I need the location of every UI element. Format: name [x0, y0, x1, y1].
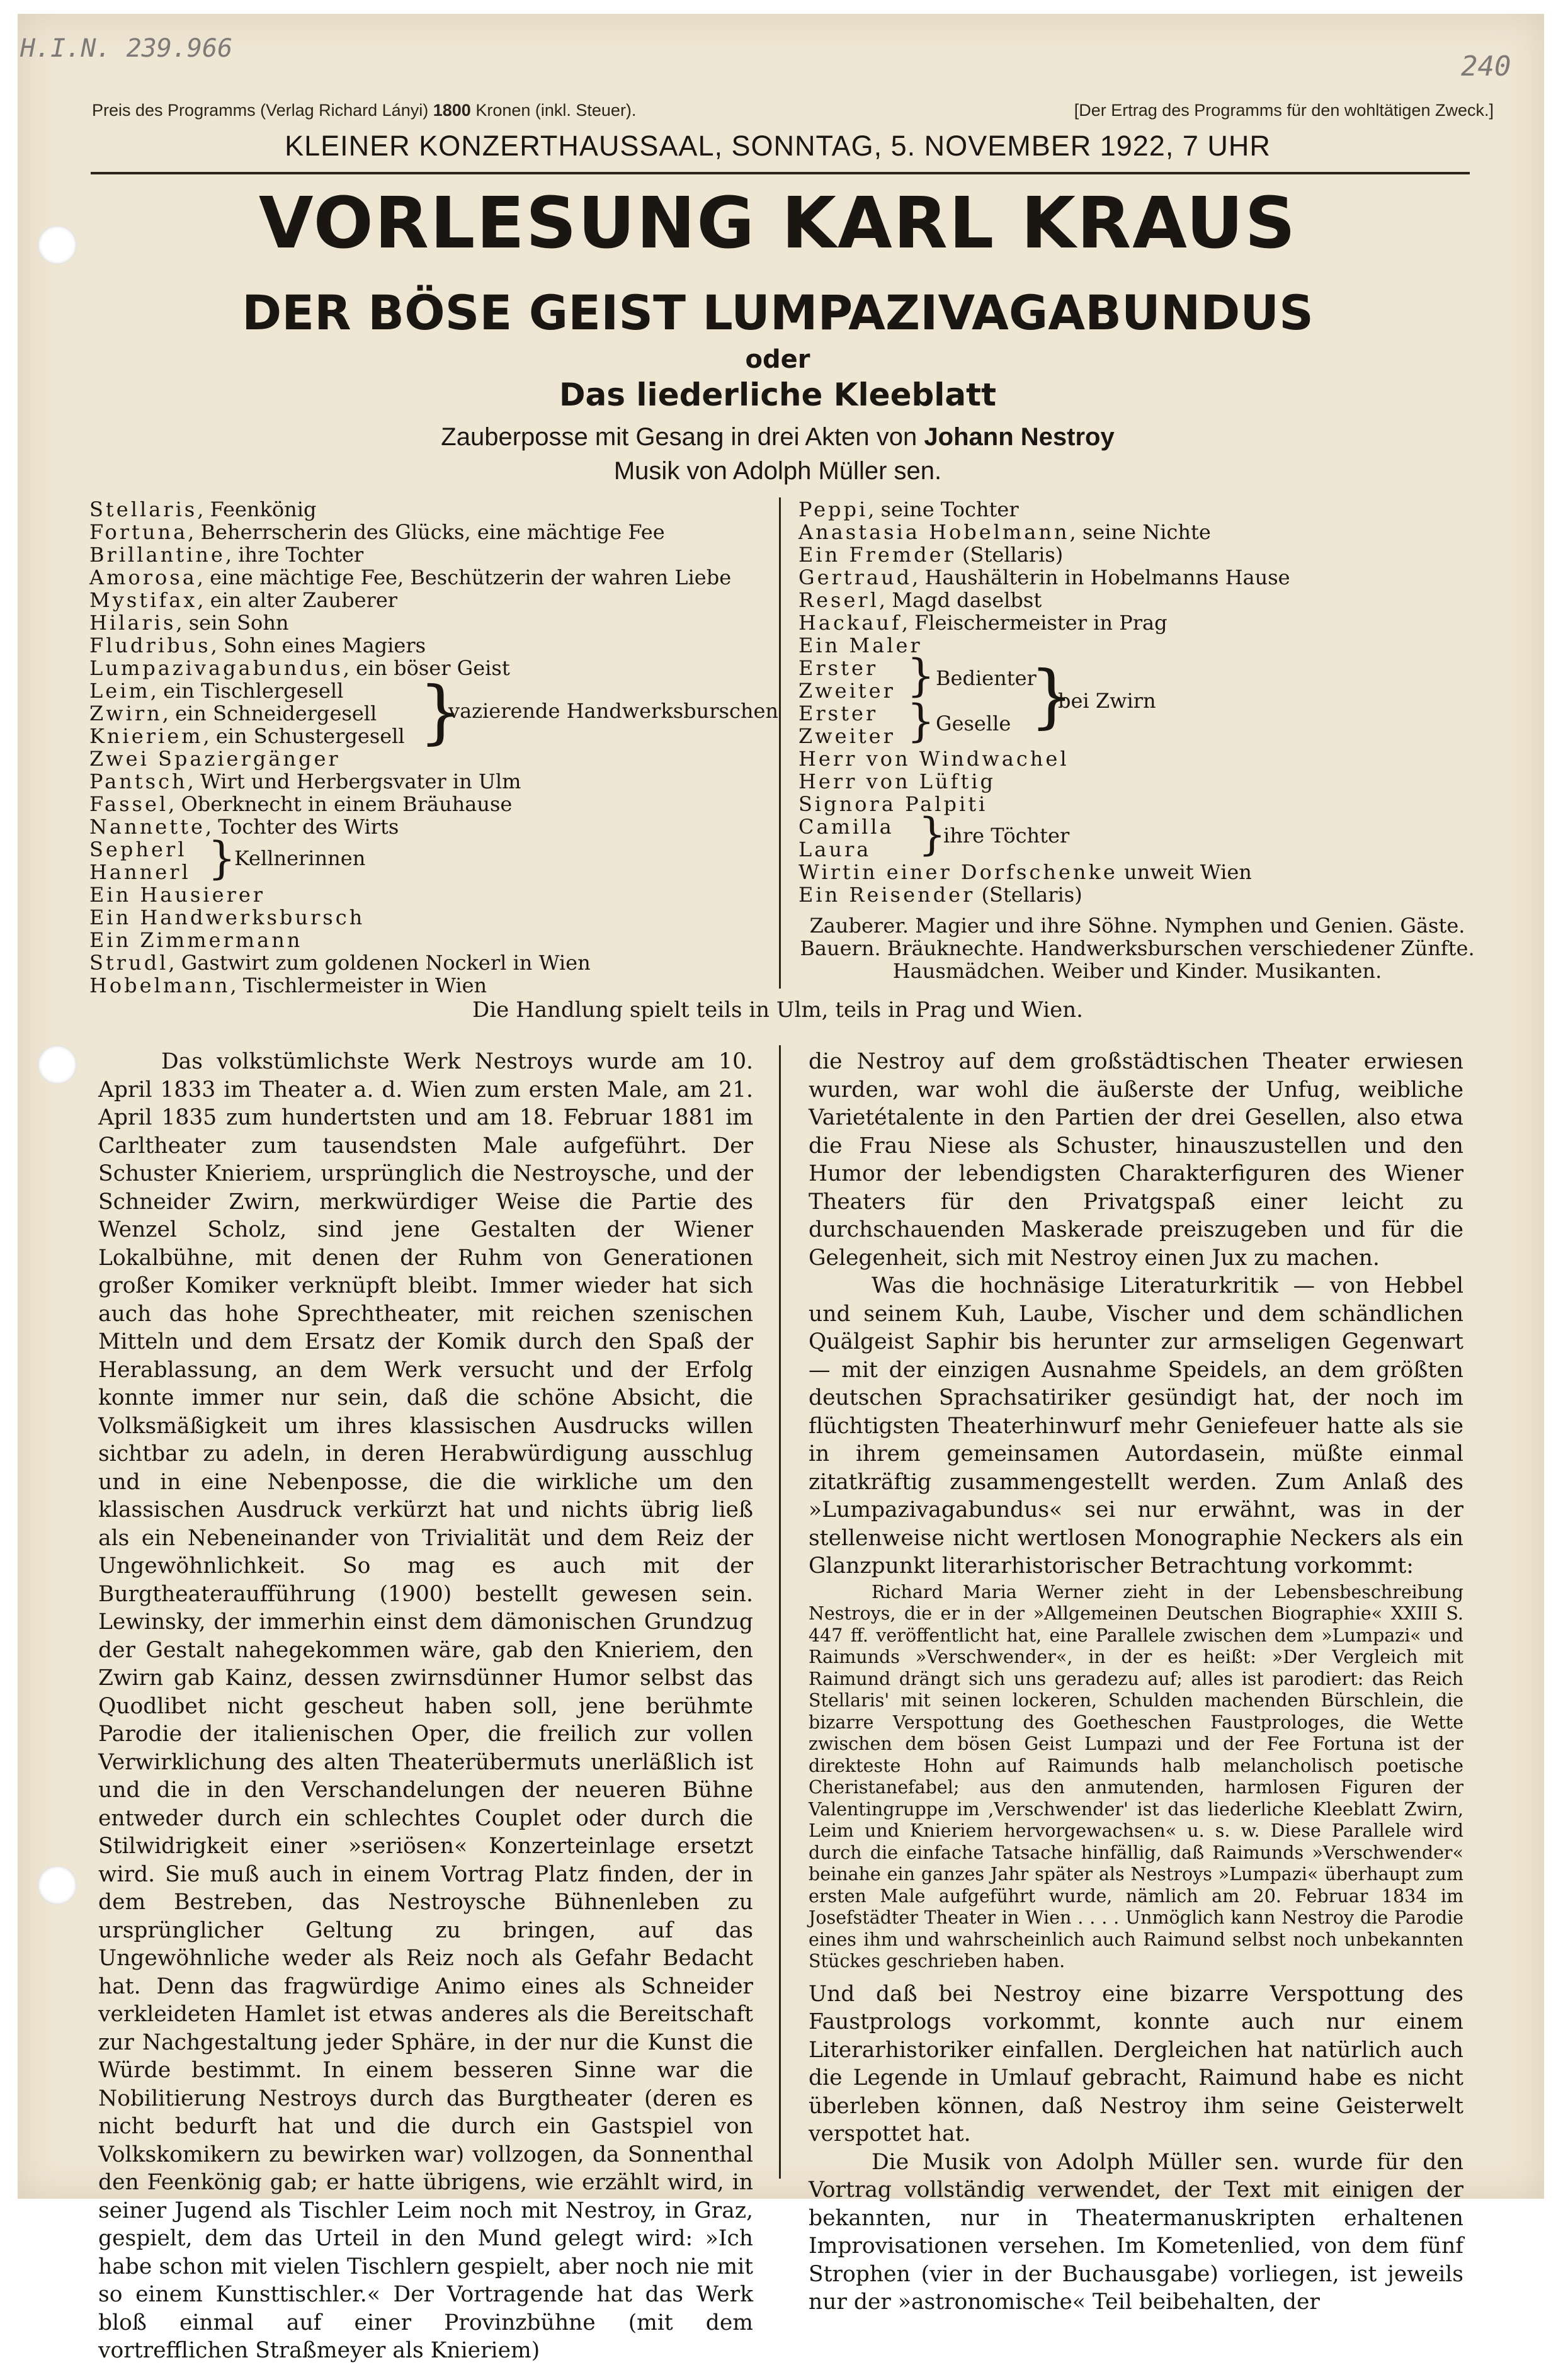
role-description: , ein böser Geist: [343, 656, 510, 680]
cast-entry: [89, 951, 770, 974]
page-number: 240: [1461, 50, 1511, 82]
role-name: Laura: [798, 837, 872, 861]
role-description: , sein Sohn: [176, 611, 289, 635]
role-description: , Tischlermeister in Wien: [230, 973, 487, 997]
role-name: Signora Palpiti: [798, 792, 988, 816]
role-name: Hackauf: [798, 611, 902, 635]
role-name: Wirtin einer Dorfschenke: [798, 860, 1118, 884]
cast-entry: [89, 861, 770, 883]
essay-column-right: [809, 1048, 1463, 2315]
cast-entry: [89, 611, 770, 634]
brace: }: [419, 671, 463, 752]
music-line: Musik von Adolph Müller sen.: [613, 457, 942, 485]
cast-entry: [89, 929, 770, 951]
role-name: Strudl: [89, 951, 169, 975]
punch-hole: [38, 225, 77, 264]
role-name: Hannerl: [89, 860, 191, 884]
role-name: Sepherl: [89, 837, 187, 861]
role-name: Mystifax: [89, 588, 198, 612]
venue-line: KLEINER KONZERTHAUSSAAL, SONNTAG, 5. NOVEMBER 1922, 7 UHR: [285, 130, 1271, 162]
role-description: , Wirt und Herbergsvater in Ulm: [187, 769, 521, 793]
role-name: Zwirn: [89, 701, 162, 725]
main-title: VORLESUNG KARL KRAUS: [258, 183, 1297, 264]
cast-entry: [798, 566, 1479, 589]
cast-entry: [798, 883, 1479, 906]
role-description: , Tochter des Wirts: [205, 815, 399, 839]
price-amount: 1800: [433, 101, 471, 120]
play-subtitle: Das liederliche Kleeblatt: [559, 377, 996, 413]
genre-line: Zauberposse mit Gesang in drei Akten von Johann Nestroy: [441, 423, 1115, 451]
cast-entry: [798, 770, 1479, 793]
cast-entry: [798, 793, 1479, 815]
role-name: Ein Handwerksbursch: [89, 905, 365, 929]
cast-entry: [89, 770, 770, 793]
extras-line: Bauern. Bräuknechte. Handwerksburschen verschiedener Zünfte.: [800, 936, 1475, 960]
role-name: Hobelmann: [89, 973, 230, 997]
punch-hole: [38, 1866, 77, 1905]
role-name: Ein Zimmermann: [89, 928, 303, 952]
cast-entry: [89, 793, 770, 815]
cast-entry: [798, 838, 1479, 861]
cast-entry: [89, 974, 770, 997]
role-description: , eine mächtige Fee, Beschützerin der wahren Liebe: [196, 565, 732, 589]
role-description: , seine Nichte: [1069, 520, 1211, 544]
setting-note: Die Handlung spielt teils in Ulm, teils in Prag und Wien.: [472, 997, 1083, 1023]
cast-entry: [89, 634, 770, 657]
cast-entry: [89, 883, 770, 906]
role-name: Camilla: [798, 815, 894, 839]
cast-entry: [89, 589, 770, 611]
cast-entry: [798, 498, 1479, 521]
brace: }: [918, 808, 946, 860]
cast-entry: [89, 906, 770, 929]
role-name: Peppi: [798, 497, 868, 521]
group-label-handwerksburschen: vazierende Handwerksburschen: [448, 699, 779, 723]
group-label-bei-zwirn: bei Zwirn: [1058, 689, 1156, 713]
cast-entry: [89, 498, 770, 521]
extras-block: [797, 914, 1477, 982]
cast-entry: [798, 725, 1479, 747]
paragraph: Das volkstümlichste Werk Nestroys wurde am 10. April 1833 im Theater a. d. Wien zum ersten Male, am 21. April 1835 zum hundertsten und am 18. Februar 1881 im Carltheater zum tausendsten Male aufgeführt. Der Schuster Knieriem, ursprünglich die Nestroysche, und der Schneider Zwirn, merkwürdiger Weise die Partie des Wenzel Scholz, sind jene Gestalten der Wiener Lokalbühne, mit denen der Ruhm von Generationen großer Komiker verknüpft bleibt. Immer wieder hat sich auch das hohe Sprechtheater, mit reichen szenischen Mitteln und dem Ersatz der Komik durch den Spaß der Herablassung, an dem Werk versucht und der Erfolg konnte immer nur sein, daß die schöne Absicht, die Volksmäßigkeit um ihres klassischen Ausdrucks willen sichtbar zu adeln, in deren Herabwürdigung ausschlug und in eine Nebenposse, die die wirkliche um den klassischen Ausdruck verkürzt hat und nichts übrig ließ als ein Nebeneinander von Trivialität und dem Reiz der Ungewöhnlichkeit. So mag es auch mit der Burgtheateraufführung (1900) bestellt gewesen sein. Lewinsky, der immerhin einst dem dämonischen Grundzug der Gestalt nahegekommen wäre, gab den Knieriem, den Zwirn gab Kainz, dessen zwirnsdünner Humor selbst das Quodlibet nicht gescheut haben soll, jene berühmte Parodie der italienischen Oper, die freilich zur vollen Verwirklichung des alten Theaterübermuts unerläßlich ist und die in den Verschandelungen der neueren Bühne entweder durch ein schlechtes Couplet oder durch die Stilwidrigkeit einer »seriösen« Konzerteinlage ersetzt wird. Sie muß auch in einem Vortrag Platz finden, der in dem Bestreben, das Nestroysche Bühnenleben zu ursprünglicher Geltung zu bringen, auf das Ungewöhnliche weder als Reiz noch als Gefahr Bedacht hat. Denn das fragwürdige Animo eines als Schneider verkleideten Hamlet ist etwas anderes als die Bereitschaft zur Nachgestaltung jeder Sphäre, in der nur die Kunst die Würde bestimmt. In einem besseren Sinne war die Nobilitierung Nestroys durch das Burgtheater (deren es nicht bedurft hat und die durch ein Gastspiel von Volkskomikern zu bewirken war) vollzogen, da Sonnenthal den Feenkönig gab; er hatte übrigens, wie erzählt wird, in seiner Jugend als Tischler Leim noch mit Nestroy, in Graz, gespielt, dem das Urteil in den Mund gelegt wird: »Ich habe schon mit vielen Tischlern gespielt, aber noch nie mit so einem Kunsttischler.« Der Vortragende hat das Werk bloß einmal auf einer Provinzbühne (mit dem vortrefflichen Straßmeyer als Knieriem): [98, 1049, 753, 2363]
role-description: (Stellaris): [975, 883, 1082, 907]
role-name: Fassel: [89, 792, 169, 816]
role-name: Reserl: [798, 588, 879, 612]
role-name: Zwei Spaziergänger: [89, 747, 341, 771]
role-name: Fortuna: [89, 520, 188, 544]
play-title: DER BÖSE GEIST LUMPAZIVAGABUNDUS: [242, 285, 1314, 341]
role-name: Herr von Windwachel: [798, 747, 1069, 771]
role-description: unweit Wien: [1117, 860, 1252, 884]
paragraph: Die Musik von Adolph Müller sen. wurde für den Vortrag vollständig verwendet, der Text mit einigen der bekannten, nur in Theatermanuskripten erhaltenen Improvisationen versehen. Im Kometenlied, von dem fünf Strophen (vier in der Buchausgabe) vorliegen, ist jeweils nur der »astronomische« Teil beibehalten, der: [809, 2149, 1463, 2315]
role-name: Herr von Lüftig: [798, 769, 996, 793]
cast-entry: [798, 861, 1479, 883]
role-description: , Gastwirt zum goldenen Nockerl in Wien: [168, 951, 591, 975]
role-name: Anastasia Hobelmann: [798, 520, 1070, 544]
price-note: Preis des Programms (Verlag Richard Lányi) 1800 Kronen (inkl. Steuer).: [92, 101, 637, 120]
role-description: , Beherrscherin des Glücks, eine mächtige Fee: [188, 520, 665, 544]
cast-entry: [798, 747, 1479, 770]
archive-signature: H.I.N. 239.966: [20, 34, 233, 63]
brace: }: [1030, 655, 1074, 736]
role-name: Amorosa: [89, 565, 197, 589]
cast-entry: [798, 815, 1479, 838]
paragraph: Was die hochnäsige Literaturkritik — von Hebbel und seinem Kuh, Laube, Vischer und dem schändlichen Quälgeist Saphir bis herunter zur armseligen Gegenwart — mit der einzigen Ausnahme Speidels, an dem größten deutschen Sprachsatiriker gesündigt hat, der noch im flüchtigsten Theaterhinwurf mehr Geniefeuer hatte als sie in ihrem gemeinsamen Autordasein, müßte einmal zitatkräftig zusammengestellt werden. Zum Anlaß des »Lumpazivagabundus« sei nur erwähnt, was in der stellenweise nicht wertlosen Monographie Neckers als ein Glanzpunkt literarhistorischer Betrachtung vorkommt:: [809, 1273, 1463, 1579]
role-name: Gertraud: [798, 565, 912, 589]
role-name: Ein Fremder: [798, 543, 956, 567]
cast-entry: [89, 543, 770, 566]
cast-entry: [798, 543, 1479, 566]
group-label-bedienter: Bedienter: [936, 666, 1037, 690]
proceeds-note: [Der Ertrag des Programms für den wohltätigen Zweck.]: [1074, 101, 1494, 120]
role-name: Fludribus: [89, 633, 211, 657]
role-name: Ein Reisender: [798, 883, 975, 907]
cast-entry: [89, 566, 770, 589]
group-label-toechter: ihre Töchter: [943, 824, 1070, 848]
citation-block: [809, 1582, 1463, 1973]
brace: }: [907, 695, 935, 747]
role-name: Leim: [89, 679, 151, 703]
role-description: , seine Tochter: [868, 497, 1019, 521]
cast-entry: [798, 657, 1479, 679]
cast-entry: [89, 838, 770, 861]
essay-column-left: [98, 1048, 753, 2363]
role-name: Stellaris: [89, 497, 198, 521]
cast-entry: [798, 611, 1479, 634]
role-description: , ihre Tochter: [225, 543, 364, 567]
role-name: Zweiter: [798, 679, 895, 703]
column-divider: [779, 1045, 781, 2179]
header-rule: [91, 172, 1470, 174]
cast-entry: [798, 634, 1479, 657]
citation-paragraph: Richard Maria Werner zieht in der Lebensbeschreibung Nestroys, die er in der »Allgemeinen Deutschen Biographie« XXIII S. 447 ff. veröffentlicht hat, eine Parallele zwischen dem »Lumpazi« und Raimunds »Verschwender«, in der es heißt: »Der Vergleich mit Raimund drängt sich uns geradezu auf; alles ist parodiert: das Reich Stellaris' mit seinen lockeren, Schulden machenden Bürschlein, die bizarre Verspottung des Goetheschen Faustprologes, die Wette zwischen dem bösen Geist Lumpazi und der Fee Fortuna ist der direkteste Hohn auf Raimunds halb melancholisch poetische Cheristanefabel; aus den anmutenden, harmlosen Figuren der Valentingruppe im ,Verschwender' ist das liederliche Kleeblatt Zwirn, Leim und Knieriem hervorgewachsen« u. s. w. Diese Parallele wird durch die einfache Tatsache hinfällig, daß Raimunds »Verschwender« beinahe ein ganzes Jahr später als Nestroys »Lumpazi« überhaupt zum ersten Male aufgeführt wurde, nämlich am 20. Februar 1834 im Josefstädter Theater in Wien . . . . Unmöglich kann Nestroy die Parodie eines ihm und wahrscheinlich auch Raimund selbst noch unbekannten Stückes geschrieben haben.: [809, 1581, 1463, 1971]
role-description: , Haushälterin in Hobelmanns Hause: [912, 565, 1290, 589]
cast-entry: [798, 589, 1479, 611]
cast-entry: [89, 521, 770, 543]
brace: }: [208, 832, 236, 884]
paragraph: Und daß bei Nestroy eine bizarre Verspottung des Faustprologs vorkommt, konnte auch nur einem Literarhistoriker einfallen. Dergleichen hat natürlich auch die Legende in Umlauf gebracht, Raimund habe es nicht überleben können, daß Nestroy ihm seine Geisterwelt verspottet hat.: [809, 1981, 1463, 2147]
role-description: , Magd daselbst: [878, 588, 1042, 612]
role-name: Ein Maler: [798, 633, 923, 657]
role-description: (Stellaris): [955, 543, 1064, 567]
role-name: Ein Hausierer: [89, 883, 266, 907]
group-label-kellnerinnen: Kellnerinnen: [234, 846, 366, 870]
role-description: , ein Tischlergesell: [150, 679, 344, 703]
role-description: , ein alter Zauberer: [197, 588, 398, 612]
group-label-geselle: Geselle: [936, 712, 1011, 735]
cast-entry: [798, 521, 1479, 543]
extras-line: Hausmädchen. Weiber und Kinder. Musikanten.: [892, 959, 1382, 983]
role-description: , Feenkönig: [197, 497, 317, 521]
paragraph: die Nestroy auf dem großstädtischen Theater erwiesen wurden, war wohl die äußerste der Unfug, weibliche Varietétalente in den Partien der drei Gesellen, also etwa die Frau Niese als Schuster, hinauszustellen und den Humor der lebendigsten Charakterfiguren des Wiener Theaters für den Privatgspaß einer leicht zu durchschauenden Maskerade preiszugeben und für die Gelegenheit, sich mit Nestroy einen Jux zu machen.: [809, 1049, 1463, 1271]
role-name: Brillantine: [89, 543, 225, 567]
role-name: Erster: [798, 701, 878, 725]
role-name: Pantsch: [89, 769, 188, 793]
brace: }: [907, 650, 935, 701]
cast-entry: [89, 815, 770, 838]
role-name: Lumpazivagabundus: [89, 656, 343, 680]
oder: oder: [745, 345, 810, 374]
cast-divider: [779, 497, 781, 989]
role-description: , ein Schustergesell: [203, 724, 405, 748]
role-name: Erster: [798, 656, 878, 680]
extras-line: Zauberer. Magier und ihre Söhne. Nymphen und Genien. Gäste.: [809, 914, 1465, 938]
role-name: Nannette: [89, 815, 205, 839]
role-name: Hilaris: [89, 611, 176, 635]
author-name: Johann Nestroy: [924, 423, 1115, 451]
role-description: , Sohn eines Magiers: [210, 633, 426, 657]
role-description: , Fleischermeister in Prag: [901, 611, 1167, 635]
role-name: Zweiter: [798, 724, 895, 748]
punch-hole: [38, 1045, 77, 1084]
role-description: , Oberknecht in einem Bräuhause: [168, 792, 513, 816]
role-name: Knieriem: [89, 724, 203, 748]
role-description: , ein Schneidergesell: [162, 701, 377, 725]
